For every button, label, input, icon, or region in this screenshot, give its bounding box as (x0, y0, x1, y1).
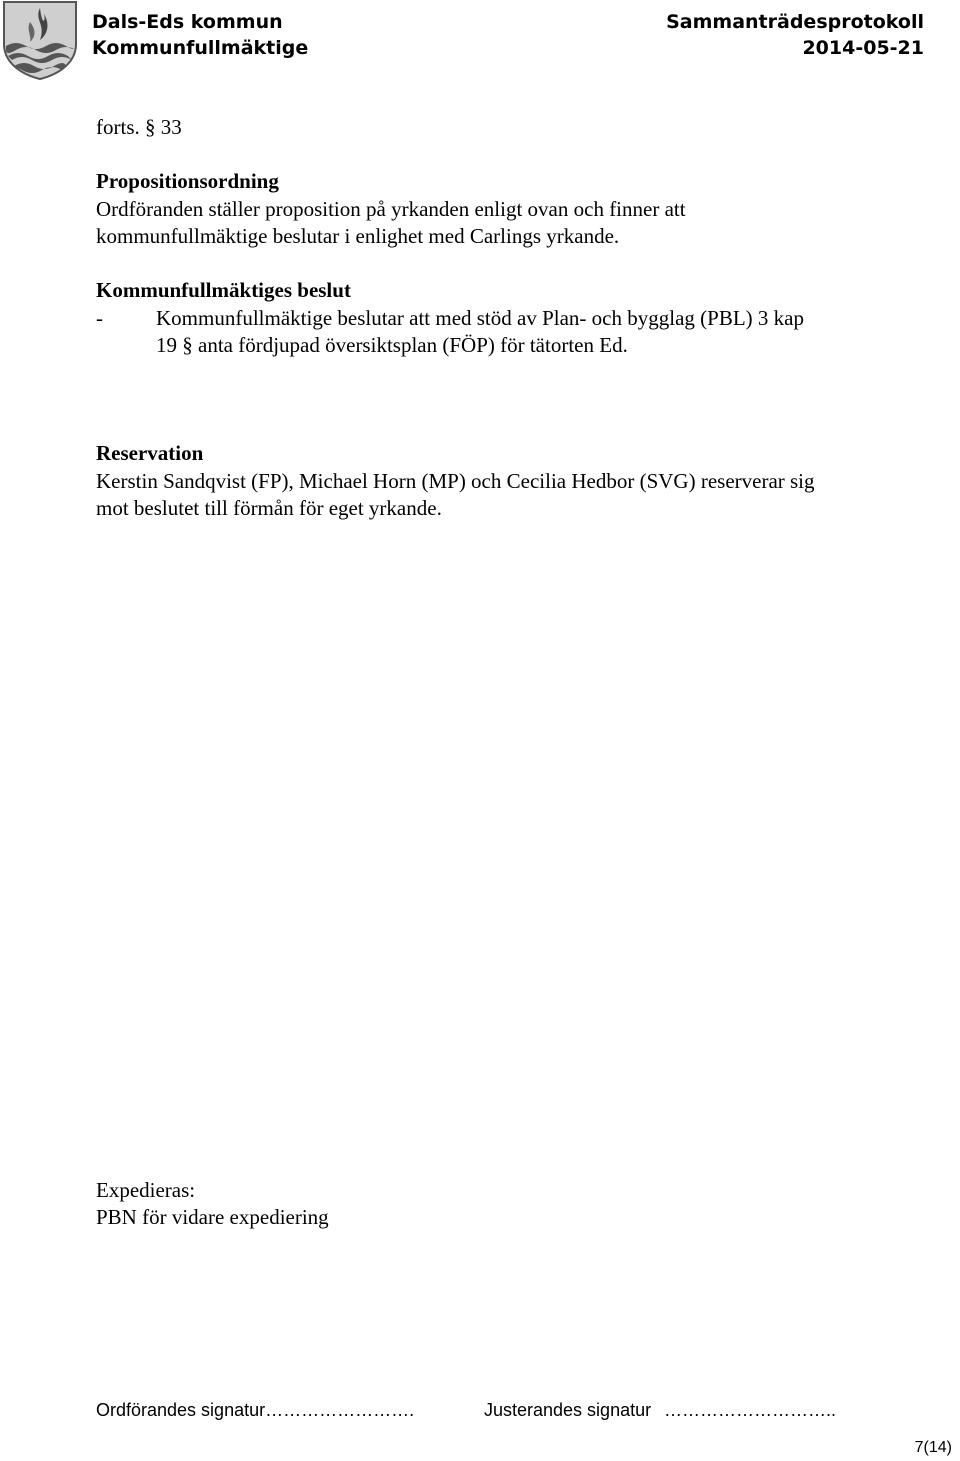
continuation-label: forts. § 33 (96, 115, 182, 139)
municipal-coat-of-arms-icon (0, 0, 80, 80)
expedieras-label: Expedieras: (96, 1178, 196, 1202)
meeting-date: 2014-05-21 (802, 37, 924, 59)
reservation-line-2: mot beslutet till förmån för eget yrkande. (96, 496, 442, 520)
page-number: 7(14) (914, 1439, 952, 1456)
beslut-line-2: 19 § anta fördjupad översiktsplan (FÖP) för tätorten Ed. (156, 333, 628, 357)
adjuster-signature-label: Justerandes signatur (484, 1400, 652, 1420)
header-left (92, 9, 308, 61)
beslut-line-1: Kommunfullmäktige beslutar att med stöd av Plan- och bygglag (PBL) 3 kap (156, 306, 804, 330)
chair-signature-line: Ordförandes signatur……………………. (96, 1400, 415, 1420)
reservation-heading: Reservation (96, 441, 204, 465)
adjuster-signature-dots: ……………………….. (664, 1400, 837, 1420)
beslut-heading: Kommunfullmäktiges beslut (96, 278, 351, 302)
reservation-line-1: Kerstin Sandqvist (FP), Michael Horn (MP) och Cecilia Hedbor (SVG) reserverar sig (96, 469, 815, 493)
beslut-bullet: - (96, 306, 103, 330)
header-right (666, 9, 924, 61)
expedieras-recipient: PBN för vidare expediering (96, 1205, 329, 1229)
propositionsordning-line-1: Ordföranden ställer proposition på yrkanden enligt ovan och finner att (96, 197, 686, 221)
body-name: Kommunfullmäktige (92, 37, 309, 59)
municipality-name: Dals-Eds kommun (92, 11, 283, 33)
propositionsordning-line-2: kommunfullmäktige beslutar i enlighet med Carlings yrkande. (96, 224, 620, 248)
propositionsordning-heading: Propositionsordning (96, 169, 279, 193)
document-type: Sammanträdesprotokoll (666, 11, 924, 33)
beslut-item (96, 305, 804, 332)
